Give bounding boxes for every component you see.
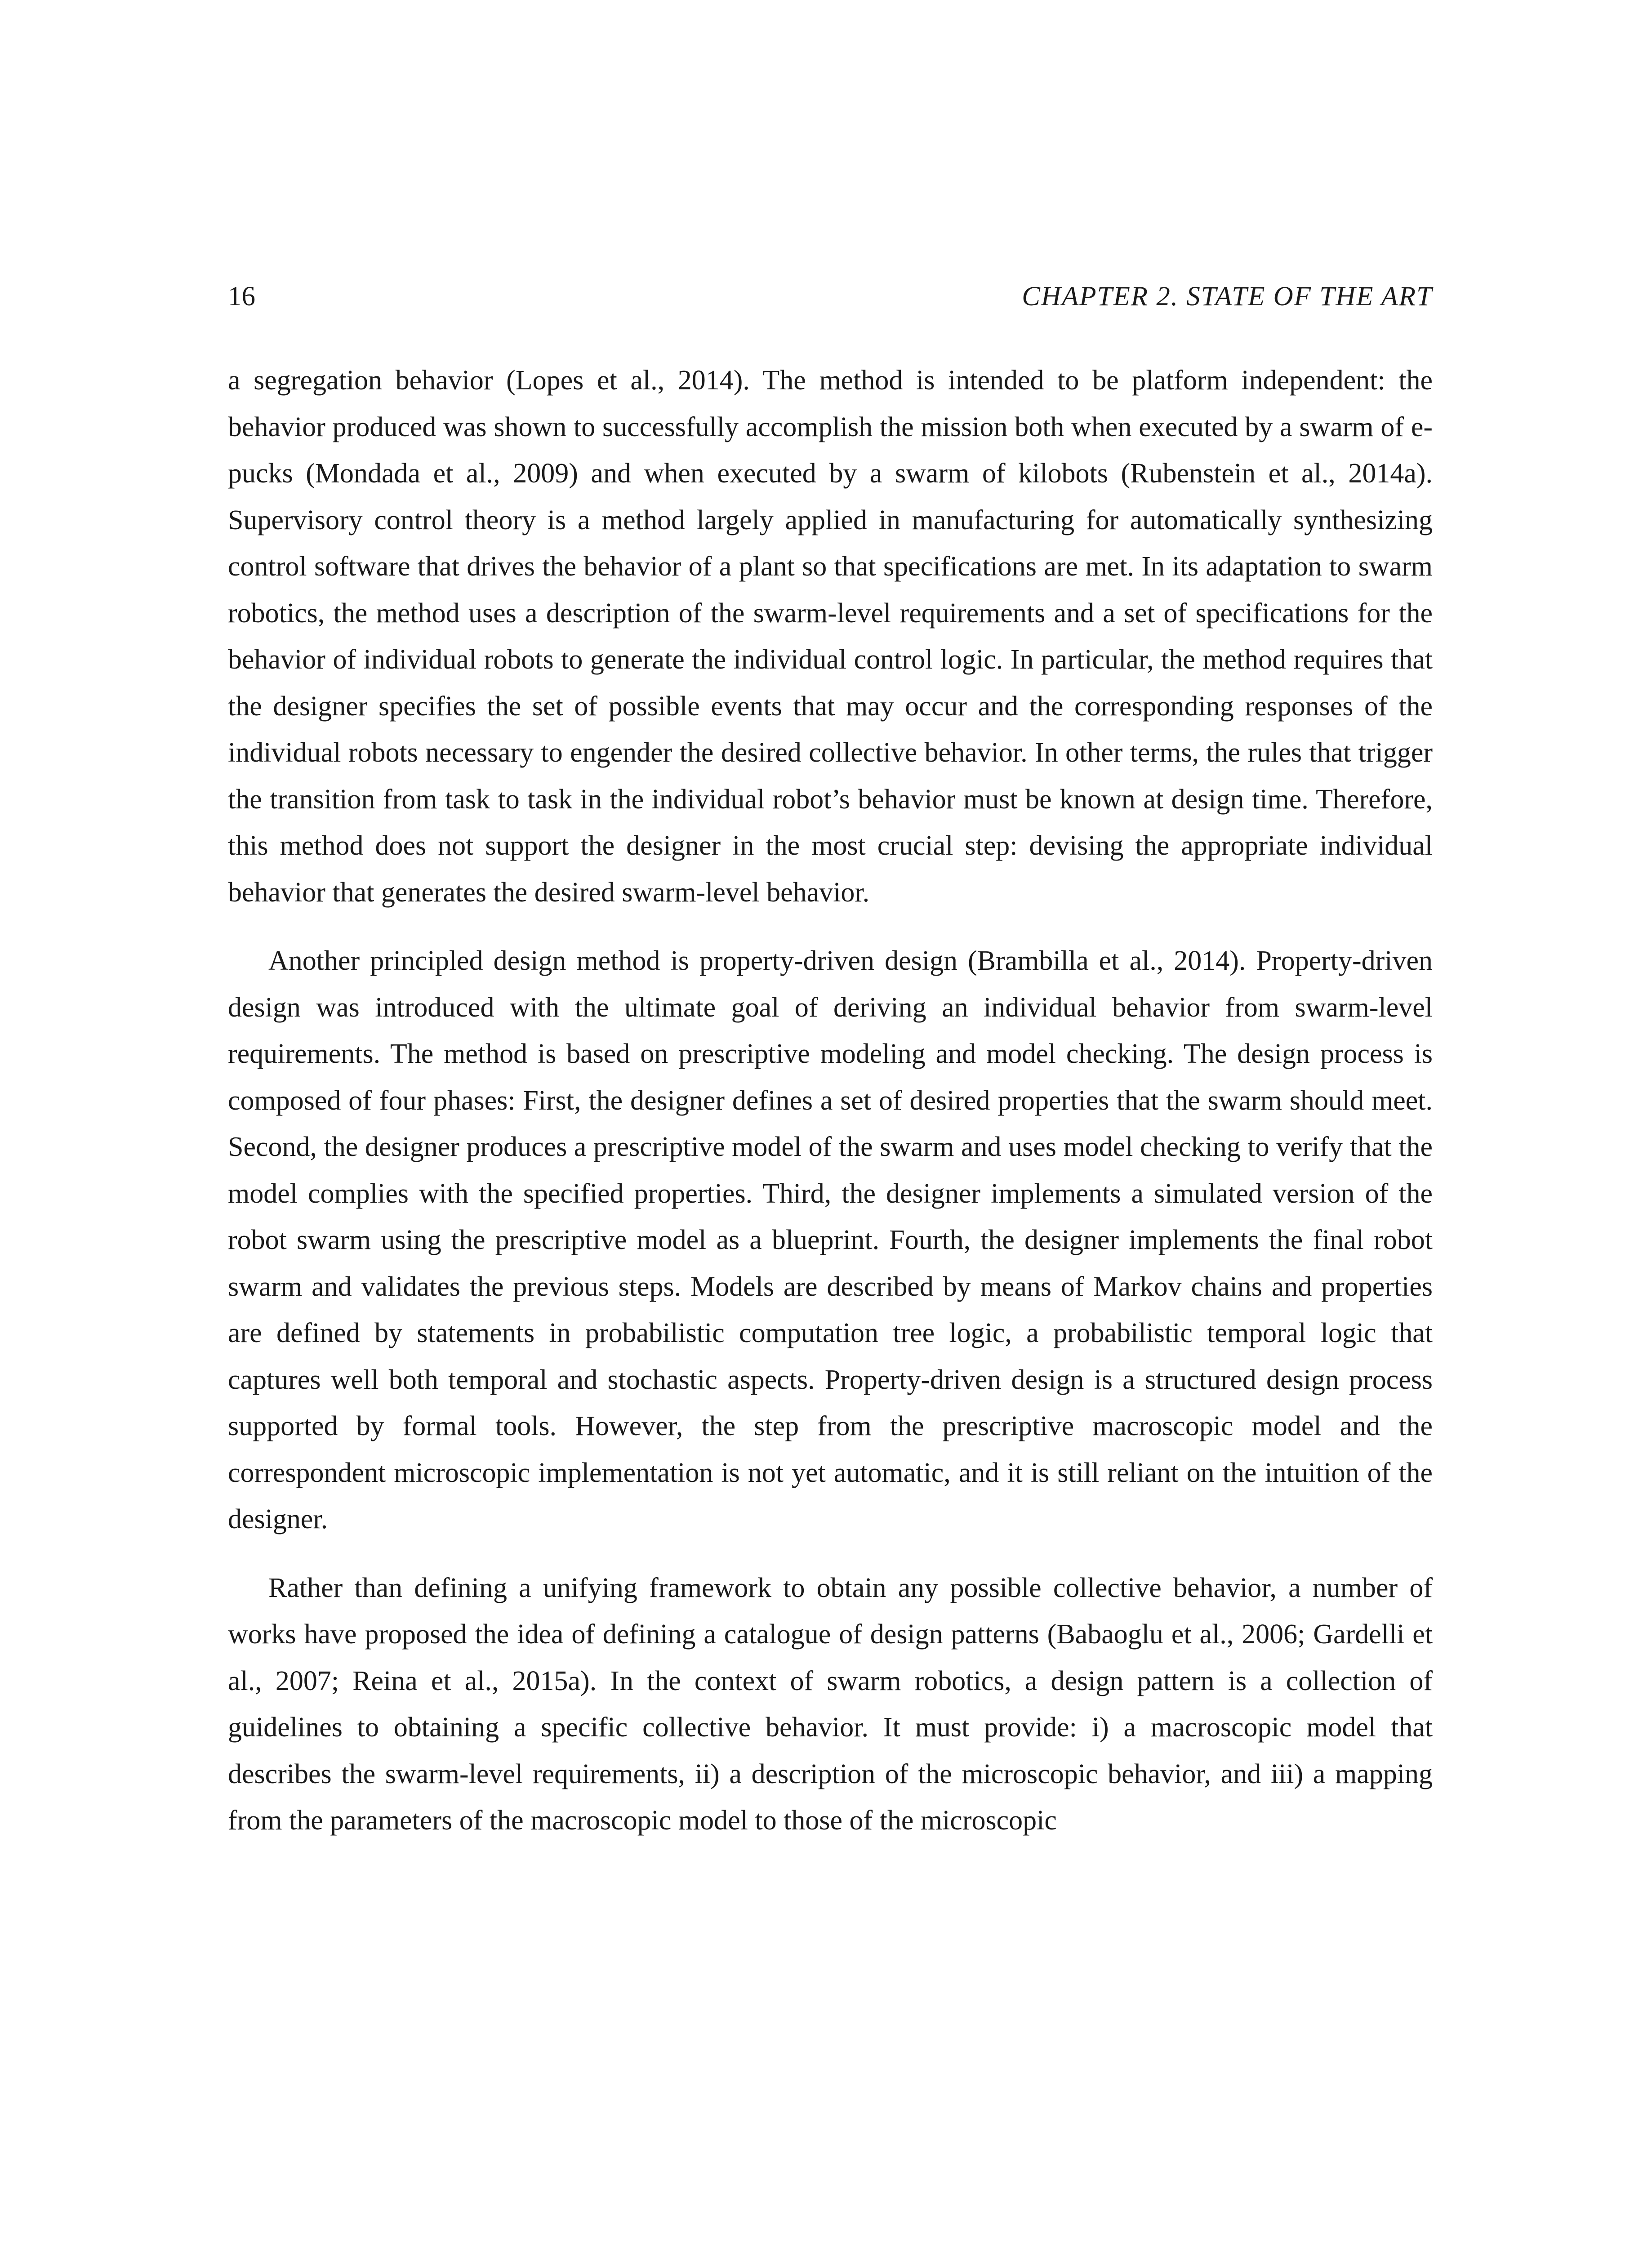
paragraph-3: Rather than defining a unifying framework to obtain any possible collective behavior, a number of works have proposed the idea of defining a catalogue of design patterns (Babaoglu et al., 2006; Gardelli et al., 2007; Reina et al., 2015a). In the context of swarm robotics, a design pattern is a collection of guidelines to obtaining a specific collective behavior. It must provide: i) a macroscopic model that describes the swarm-level requirements, ii) a description of the microscopic behavior, and iii) a mapping from the parameters of the macroscopic model to those of the microscopic bbox=[228, 1572, 1433, 1836]
running-header bbox=[228, 274, 1433, 319]
page-number: 16 bbox=[228, 281, 255, 312]
paragraph-2: Another principled design method is property-driven design (Brambilla et al., 2014). Property-driven design was introduced with the ultimate goal of deriving an individual behavior from swarm-level requirements. The method is based on prescriptive modeling and model checking. The design process is composed of four phases: First, the designer defines a set of desired properties that the swarm should meet. Second, the designer produces a prescriptive model of the swarm and uses model checking to verify that the model complies with the specified properties. Third, the designer implements a simulated version of the robot swarm using the prescriptive model as a blueprint. Fourth, the designer implements the final robot swarm and validates the previous steps. Models are described by means of Markov chains and properties are defined by statements in probabilistic computation tree logic, a probabilistic temporal logic that captures well both temporal and stochastic aspects. Property-driven design is a structured design process supported by formal tools. However, the step from the prescriptive macroscopic model and the correspondent microscopic implementation is not yet automatic, and it is still reliant on the intuition of the designer. bbox=[228, 946, 1433, 1534]
chapter-title: CHAPTER 2. STATE OF THE ART bbox=[1022, 281, 1433, 312]
paragraph-1: a segregation behavior (Lopes et al., 2014). The method is intended to be platform independent: the behavior produced was shown to successfully accomplish the mission both when executed by a swarm of e-pucks (Mondada et al., 2009) and when executed by a swarm of kilobots (Rubenstein et al., 2014a). Supervisory control theory is a method largely applied in manufacturing for automatically synthesizing control software that drives the behavior of a plant so that specifications are met. In its adaptation to swarm robotics, the method uses a description of the swarm-level requirements and a set of specifications for the behavior of individual robots to generate the individual control logic. In particular, the method requires that the designer specifies the set of possible events that may occur and the corresponding responses of the individual robots necessary to engender the desired collective behavior. In other terms, the rules that trigger the transition from task to task in the individual robot’s behavior must be known at design time. Therefore, this method does not support the designer in the most crucial step: devising the appropriate individual behavior that generates the desired swarm-level behavior. bbox=[228, 365, 1433, 908]
body-text bbox=[228, 357, 1433, 1844]
